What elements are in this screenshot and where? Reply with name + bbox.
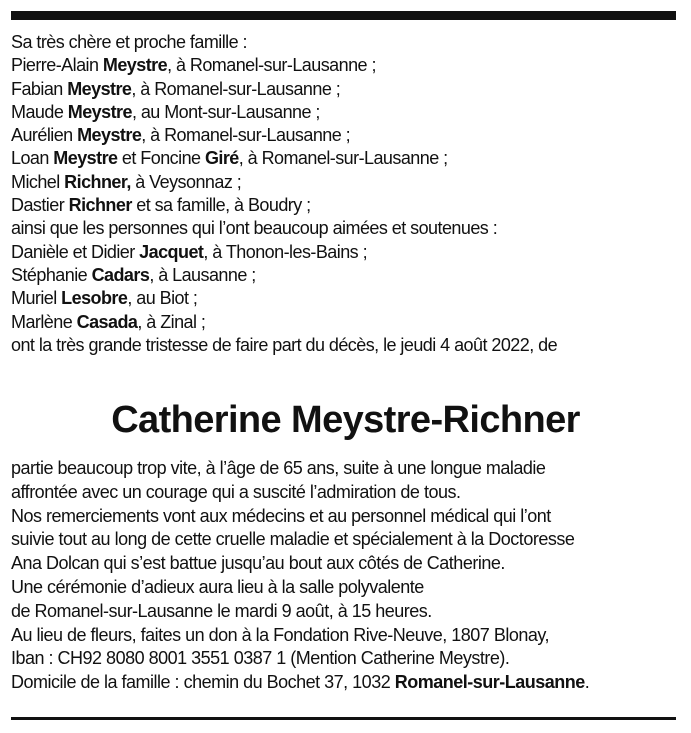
- intro-line: [11, 287, 681, 310]
- bottom-rule: [11, 717, 676, 720]
- surname-text: Meystre: [53, 148, 118, 169]
- text-segment: ainsi que les personnes qui l’ont beaucoup aimées et soutenues :: [11, 218, 498, 239]
- body-line: [11, 600, 681, 624]
- surname-text: Lesobre: [61, 288, 128, 309]
- intro-line: [11, 241, 681, 264]
- surname-text: Romanel-sur-Lausanne: [394, 672, 585, 693]
- intro-line: [11, 31, 681, 54]
- text-segment: .: [584, 672, 590, 693]
- body-line: [11, 505, 681, 529]
- body-line: [11, 624, 681, 648]
- text-segment: Nos remerciements vont aux médecins et au personnel médical qui l’ont: [11, 505, 551, 526]
- text-segment: Marlène: [11, 311, 77, 332]
- text-segment: affrontée avec un courage qui a suscité l’admiration de tous.: [11, 481, 461, 502]
- text-segment: Loan: [11, 148, 54, 169]
- surname-text: Casada: [76, 311, 138, 332]
- family-list: [11, 31, 681, 357]
- text-segment: suivie tout au long de cette cruelle maladie et spécialement à la Doctoresse: [11, 529, 575, 550]
- intro-line: [11, 334, 681, 357]
- surname-text: Meystre: [67, 101, 132, 122]
- text-segment: Domicile de la famille : chemin du Bochet 37, 1032: [11, 672, 395, 693]
- text-segment: , à Romanel-sur-Lausanne ;: [167, 55, 376, 76]
- surname-text: Cadars: [91, 264, 150, 285]
- text-segment: et Foncine: [117, 148, 205, 169]
- body-line: [11, 552, 681, 576]
- text-segment: , à Romanel-sur-Lausanne ;: [141, 125, 351, 146]
- intro-line: [11, 171, 681, 194]
- intro-line: [11, 311, 681, 334]
- text-segment: Iban : CH92 8080 8001 3551 0387 1 (Mention Catherine Meystre).: [11, 648, 510, 669]
- text-segment: , à Romanel-sur-Lausanne ;: [238, 148, 448, 169]
- intro-line: [11, 217, 681, 240]
- text-segment: , au Biot ;: [127, 288, 198, 309]
- text-segment: , à Thonon-les-Bains ;: [203, 241, 368, 262]
- text-segment: , à Romanel-sur-Lausanne ;: [131, 78, 341, 99]
- surname-text: Meystre: [102, 55, 168, 76]
- body-line: [11, 457, 681, 481]
- surname-text: Giré: [204, 148, 239, 169]
- text-segment: Dastier: [11, 195, 69, 216]
- surname-text: Richner,: [64, 171, 131, 192]
- body-line: [11, 576, 681, 600]
- text-segment: à Veysonnaz ;: [130, 171, 242, 192]
- text-segment: Maude: [11, 101, 68, 122]
- text-segment: Michel: [11, 171, 65, 192]
- text-segment: Danièle et Didier: [11, 241, 140, 262]
- text-segment: Au lieu de fleurs, faites un don à la Fondation Rive-Neuve, 1807 Blonay,: [11, 624, 550, 645]
- text-segment: Muriel: [11, 288, 62, 309]
- intro-line: [11, 78, 681, 101]
- text-segment: de Romanel-sur-Lausanne le mardi 9 août, à 15 heures.: [11, 600, 432, 621]
- text-segment: , au Mont-sur-Lausanne ;: [131, 101, 320, 122]
- top-rule: [11, 11, 676, 20]
- text-segment: Fabian: [11, 78, 68, 99]
- intro-line: [11, 194, 681, 217]
- text-segment: Stéphanie: [11, 264, 92, 285]
- text-segment: ont la très grande tristesse de faire part du décès, le jeudi 4 août 2022, de: [11, 334, 558, 355]
- body-line: [11, 481, 681, 505]
- text-segment: Ana Dolcan qui s’est battue jusqu’au bout aux côtés de Catherine.: [11, 553, 505, 574]
- intro-line: [11, 54, 681, 77]
- body-line: [11, 671, 681, 695]
- deceased-name: Catherine Meystre-Richner: [111, 399, 580, 441]
- body-line: [11, 647, 681, 671]
- text-segment: , à Lausanne ;: [149, 264, 256, 285]
- intro-line: [11, 264, 681, 287]
- intro-line: [11, 147, 681, 170]
- surname-text: Meystre: [67, 78, 132, 99]
- text-segment: , à Zinal ;: [137, 311, 206, 332]
- surname-text: Richner: [68, 195, 132, 216]
- intro-line: [11, 101, 681, 124]
- intro-line: [11, 124, 681, 147]
- body-line: [11, 528, 681, 552]
- text-segment: partie beaucoup trop vite, à l’âge de 65 ans, suite à une longue maladie: [11, 458, 546, 478]
- text-segment: Pierre-Alain: [11, 55, 103, 76]
- text-segment: Une cérémonie d’adieux aura lieu à la salle polyvalente: [11, 576, 424, 597]
- text-segment: et sa famille, à Boudry ;: [131, 195, 311, 216]
- announcement-body: [11, 457, 681, 695]
- surname-text: Meystre: [77, 125, 142, 146]
- text-segment: Aurélien: [11, 125, 78, 146]
- surname-text: Jacquet: [139, 241, 204, 262]
- text-segment: Sa très chère et proche famille :: [11, 32, 247, 52]
